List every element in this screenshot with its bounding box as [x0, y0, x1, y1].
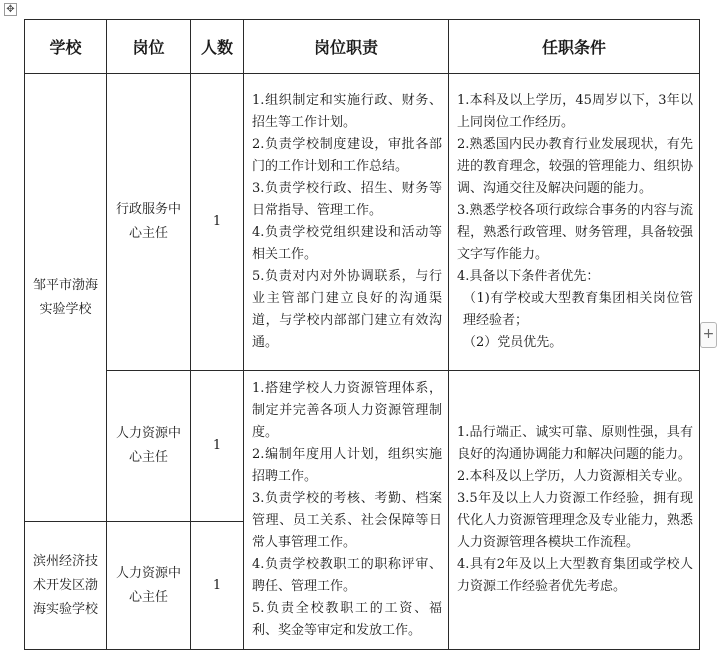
- requirement-item: 1.本科及以上学历，45周岁以下，3年以上同岗位工作经历。: [457, 93, 693, 130]
- duty-item: 1.组织制定和实施行政、财务、招生等工作计划。: [252, 93, 442, 130]
- duty-item: 3.负责学校的考核、考勤、档案管理、员工关系、社会保障等日常人事管理工作。: [252, 491, 442, 550]
- duty-item: 4.负责学校党组织建设和活动等相关工作。: [252, 225, 442, 262]
- requirement-item: （1)有学校或大型教育集团相关岗位管理经验者；: [463, 291, 693, 328]
- requirements-cell: [449, 74, 700, 371]
- add-column-button[interactable]: +: [700, 322, 717, 348]
- header-duties: 岗位职责: [244, 20, 449, 74]
- duty-item: 3.负责学校行政、招生、财务等日常指导、管理工作。: [252, 181, 442, 218]
- job-table: [24, 19, 700, 650]
- requirement-item: 4.具备以下条件者优先：: [457, 269, 600, 284]
- header-position: 岗位: [107, 20, 191, 74]
- duty-item: 4.负责学校教职工的职称评审、聘任、管理工作。: [252, 557, 442, 594]
- position-cell: 行政服务中心主任: [107, 74, 191, 371]
- header-row: [25, 20, 700, 74]
- requirement-item: 3.5年及以上人力资源工作经验，拥有现代化人力资源管理理念及专业能力，熟悉人力资源管理各模块工作流程。: [457, 491, 693, 550]
- duty-item: 5.负责对内对外协调联系，与行业主管部门建立良好的沟通渠道，与学校内部部门建立有效沟通。: [252, 269, 442, 350]
- school-cell-zouping: 邹平市渤海实验学校: [25, 74, 107, 522]
- count-cell: 1: [191, 522, 244, 650]
- count-cell: 1: [191, 371, 244, 522]
- count-cell: 1: [191, 74, 244, 371]
- header-school: 学校: [25, 20, 107, 74]
- duty-item: 5.负责全校教职工的工资、福利、奖金等审定和发放工作。: [252, 601, 442, 638]
- duties-cell: [244, 74, 449, 371]
- header-count: 人数: [191, 20, 244, 74]
- table-move-handle-icon[interactable]: ✥: [4, 3, 17, 16]
- hr-requirements-cell: [449, 371, 700, 650]
- requirement-item: （2）党员优先。: [463, 335, 563, 350]
- requirement-item: 2.本科及以上学历，人力资源相关专业。: [457, 469, 691, 484]
- hr-duties-cell: [244, 371, 449, 650]
- school-cell-binzhou: 滨州经济技术开发区渤海实验学校: [25, 522, 107, 650]
- position-cell: 人力资源中心主任: [107, 371, 191, 522]
- requirement-item: 3.熟悉学校各项行政综合事务的内容与流程，熟悉行政管理、财务管理，具备较强文字写作能力。: [457, 203, 693, 262]
- duty-item: 2.负责学校制度建设，审批各部门的工作计划和工作总结。: [252, 137, 442, 174]
- duty-item: 1.搭建学校人力资源管理体系，制定并完善各项人力资源管理制度。: [252, 381, 442, 440]
- position-cell: 人力资源中心主任: [107, 522, 191, 650]
- table-row: [25, 371, 700, 522]
- requirement-item: 4.具有2年及以上大型教育集团或学校人力资源工作经验者优先考虑。: [457, 557, 693, 594]
- table-row: [25, 74, 700, 371]
- requirement-item: 2.熟悉国内民办教育行业发展现状，有先进的教育理念，较强的管理能力、组织协调、沟通交往及解决问题的能力。: [457, 137, 693, 196]
- requirement-item: 1.品行端正、诚实可靠、原则性强，具有良好的沟通协调能力和解决问题的能力。: [457, 425, 693, 462]
- duty-item: 2.编制年度用人计划，组织实施招聘工作。: [252, 447, 442, 484]
- header-requirements: 任职条件: [449, 20, 700, 74]
